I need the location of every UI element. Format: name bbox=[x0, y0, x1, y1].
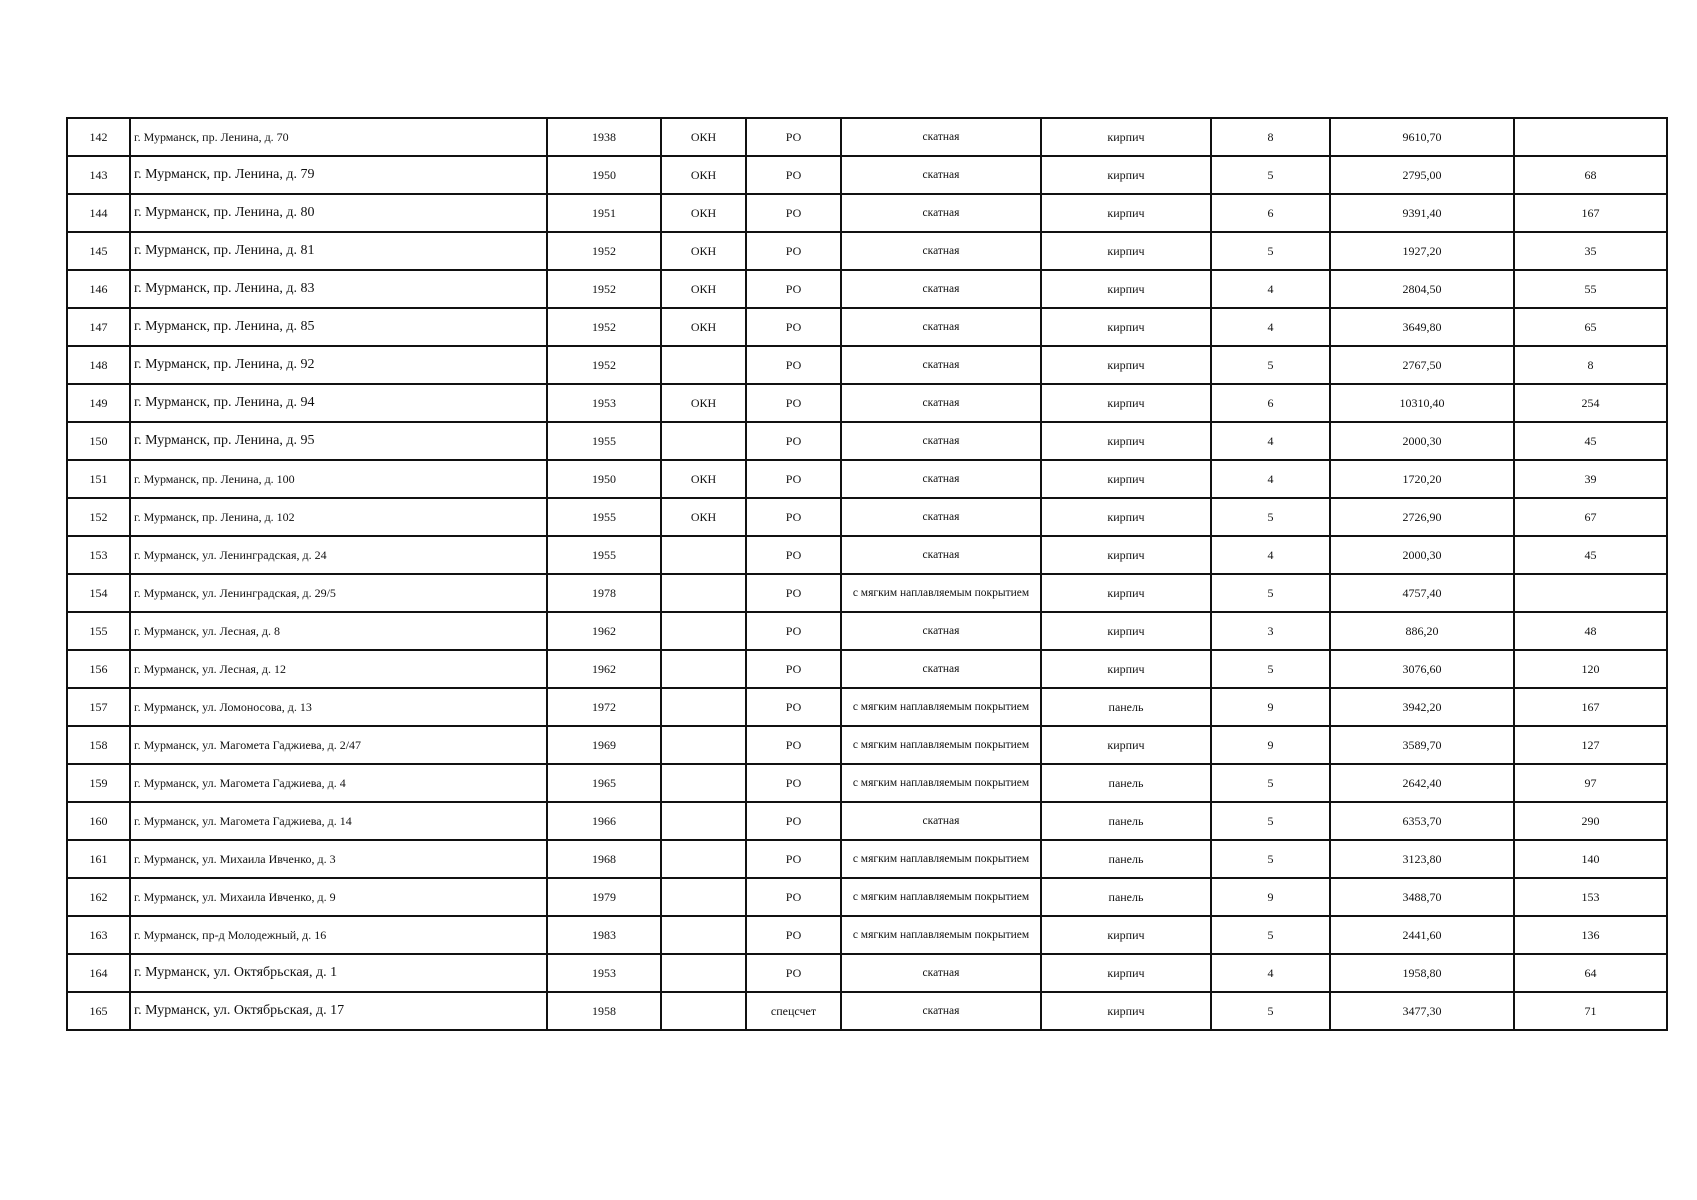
roof-type-cell: скатная bbox=[841, 498, 1041, 536]
table-row bbox=[67, 384, 1667, 422]
year-built-cell: 1966 bbox=[547, 802, 661, 840]
okn-status-cell bbox=[661, 422, 746, 460]
area-cell: 2642,40 bbox=[1330, 764, 1514, 802]
fund-type-cell: РО bbox=[746, 194, 841, 232]
area-cell: 4757,40 bbox=[1330, 574, 1514, 612]
floors-cell: 4 bbox=[1211, 954, 1330, 992]
wall-material-cell: кирпич bbox=[1041, 498, 1211, 536]
table-row bbox=[67, 612, 1667, 650]
area-cell: 2767,50 bbox=[1330, 346, 1514, 384]
year-built-cell: 1953 bbox=[547, 954, 661, 992]
row-number-cell: 163 bbox=[67, 916, 130, 954]
fund-type-cell: РО bbox=[746, 650, 841, 688]
okn-status-cell: ОКН bbox=[661, 384, 746, 422]
wall-material-cell: кирпич bbox=[1041, 346, 1211, 384]
fund-type-cell: РО bbox=[746, 916, 841, 954]
roof-type-cell: скатная bbox=[841, 536, 1041, 574]
roof-type-cell: скатная bbox=[841, 384, 1041, 422]
fund-type-cell: РО bbox=[746, 460, 841, 498]
okn-status-cell bbox=[661, 802, 746, 840]
year-built-cell: 1950 bbox=[547, 460, 661, 498]
area-cell: 1958,80 bbox=[1330, 954, 1514, 992]
roof-type-cell: скатная bbox=[841, 346, 1041, 384]
residents-cell: 140 bbox=[1514, 840, 1667, 878]
okn-status-cell: ОКН bbox=[661, 232, 746, 270]
year-built-cell: 1938 bbox=[547, 118, 661, 156]
table-row bbox=[67, 650, 1667, 688]
fund-type-cell: РО bbox=[746, 878, 841, 916]
roof-type-cell: скатная bbox=[841, 802, 1041, 840]
residents-cell: 71 bbox=[1514, 992, 1667, 1030]
year-built-cell: 1955 bbox=[547, 536, 661, 574]
residents-cell: 67 bbox=[1514, 498, 1667, 536]
floors-cell: 4 bbox=[1211, 422, 1330, 460]
address-cell: г. Мурманск, пр. Ленина, д. 100 bbox=[130, 460, 547, 498]
okn-status-cell bbox=[661, 840, 746, 878]
year-built-cell: 1950 bbox=[547, 156, 661, 194]
year-built-cell: 1968 bbox=[547, 840, 661, 878]
residents-cell: 64 bbox=[1514, 954, 1667, 992]
row-number-cell: 144 bbox=[67, 194, 130, 232]
roof-type-cell: скатная bbox=[841, 422, 1041, 460]
address-cell: г. Мурманск, пр. Ленина, д. 85 bbox=[130, 308, 547, 346]
floors-cell: 8 bbox=[1211, 118, 1330, 156]
row-number-cell: 158 bbox=[67, 726, 130, 764]
floors-cell: 6 bbox=[1211, 194, 1330, 232]
table-row bbox=[67, 878, 1667, 916]
roof-type-cell: с мягким наплавляемым покрытием bbox=[841, 916, 1041, 954]
address-cell: г. Мурманск, ул. Ломоносова, д. 13 bbox=[130, 688, 547, 726]
row-number-cell: 165 bbox=[67, 992, 130, 1030]
row-number-cell: 153 bbox=[67, 536, 130, 574]
wall-material-cell: кирпич bbox=[1041, 384, 1211, 422]
area-cell: 1720,20 bbox=[1330, 460, 1514, 498]
floors-cell: 9 bbox=[1211, 726, 1330, 764]
wall-material-cell: кирпич bbox=[1041, 650, 1211, 688]
residents-cell: 39 bbox=[1514, 460, 1667, 498]
address-cell: г. Мурманск, ул. Октябрьская, д. 1 bbox=[130, 954, 547, 992]
residents-cell: 45 bbox=[1514, 422, 1667, 460]
year-built-cell: 1962 bbox=[547, 650, 661, 688]
row-number-cell: 162 bbox=[67, 878, 130, 916]
wall-material-cell: кирпич bbox=[1041, 992, 1211, 1030]
wall-material-cell: панель bbox=[1041, 878, 1211, 916]
address-cell: г. Мурманск, пр. Ленина, д. 83 bbox=[130, 270, 547, 308]
floors-cell: 9 bbox=[1211, 688, 1330, 726]
area-cell: 1927,20 bbox=[1330, 232, 1514, 270]
okn-status-cell bbox=[661, 992, 746, 1030]
row-number-cell: 151 bbox=[67, 460, 130, 498]
row-number-cell: 154 bbox=[67, 574, 130, 612]
okn-status-cell bbox=[661, 764, 746, 802]
okn-status-cell: ОКН bbox=[661, 308, 746, 346]
row-number-cell: 156 bbox=[67, 650, 130, 688]
okn-status-cell: ОКН bbox=[661, 194, 746, 232]
table-row bbox=[67, 194, 1667, 232]
year-built-cell: 1978 bbox=[547, 574, 661, 612]
row-number-cell: 147 bbox=[67, 308, 130, 346]
okn-status-cell: ОКН bbox=[661, 118, 746, 156]
floors-cell: 4 bbox=[1211, 308, 1330, 346]
floors-cell: 4 bbox=[1211, 536, 1330, 574]
address-cell: г. Мурманск, пр. Ленина, д. 92 bbox=[130, 346, 547, 384]
wall-material-cell: кирпич bbox=[1041, 726, 1211, 764]
houses-table bbox=[66, 117, 1668, 1031]
wall-material-cell: кирпич bbox=[1041, 460, 1211, 498]
area-cell: 3076,60 bbox=[1330, 650, 1514, 688]
table-row bbox=[67, 118, 1667, 156]
address-cell: г. Мурманск, пр. Ленина, д. 79 bbox=[130, 156, 547, 194]
row-number-cell: 160 bbox=[67, 802, 130, 840]
area-cell: 2804,50 bbox=[1330, 270, 1514, 308]
year-built-cell: 1951 bbox=[547, 194, 661, 232]
floors-cell: 5 bbox=[1211, 992, 1330, 1030]
roof-type-cell: скатная bbox=[841, 650, 1041, 688]
residents-cell: 127 bbox=[1514, 726, 1667, 764]
fund-type-cell: РО bbox=[746, 764, 841, 802]
table-row bbox=[67, 574, 1667, 612]
okn-status-cell bbox=[661, 878, 746, 916]
roof-type-cell: скатная bbox=[841, 954, 1041, 992]
table-row bbox=[67, 992, 1667, 1030]
residents-cell: 120 bbox=[1514, 650, 1667, 688]
okn-status-cell bbox=[661, 954, 746, 992]
fund-type-cell: РО bbox=[746, 536, 841, 574]
area-cell: 2795,00 bbox=[1330, 156, 1514, 194]
wall-material-cell: кирпич bbox=[1041, 156, 1211, 194]
wall-material-cell: кирпич bbox=[1041, 308, 1211, 346]
wall-material-cell: кирпич bbox=[1041, 232, 1211, 270]
year-built-cell: 1983 bbox=[547, 916, 661, 954]
floors-cell: 5 bbox=[1211, 232, 1330, 270]
fund-type-cell: РО bbox=[746, 232, 841, 270]
year-built-cell: 1972 bbox=[547, 688, 661, 726]
fund-type-cell: РО bbox=[746, 308, 841, 346]
okn-status-cell: ОКН bbox=[661, 498, 746, 536]
fund-type-cell: РО bbox=[746, 840, 841, 878]
table-row bbox=[67, 916, 1667, 954]
area-cell: 886,20 bbox=[1330, 612, 1514, 650]
floors-cell: 5 bbox=[1211, 916, 1330, 954]
residents-cell: 55 bbox=[1514, 270, 1667, 308]
table-row bbox=[67, 802, 1667, 840]
year-built-cell: 1979 bbox=[547, 878, 661, 916]
address-cell: г. Мурманск, ул. Ленинградская, д. 24 bbox=[130, 536, 547, 574]
table-row bbox=[67, 536, 1667, 574]
fund-type-cell: РО bbox=[746, 688, 841, 726]
row-number-cell: 150 bbox=[67, 422, 130, 460]
table-row bbox=[67, 840, 1667, 878]
row-number-cell: 149 bbox=[67, 384, 130, 422]
table-body bbox=[67, 118, 1667, 1030]
floors-cell: 5 bbox=[1211, 802, 1330, 840]
table-row bbox=[67, 954, 1667, 992]
residents-cell: 167 bbox=[1514, 194, 1667, 232]
roof-type-cell: с мягким наплавляемым покрытием bbox=[841, 726, 1041, 764]
table-row bbox=[67, 688, 1667, 726]
wall-material-cell: панель bbox=[1041, 688, 1211, 726]
row-number-cell: 152 bbox=[67, 498, 130, 536]
roof-type-cell: с мягким наплавляемым покрытием bbox=[841, 840, 1041, 878]
address-cell: г. Мурманск, ул. Лесная, д. 8 bbox=[130, 612, 547, 650]
fund-type-cell: РО bbox=[746, 954, 841, 992]
residents-cell: 8 bbox=[1514, 346, 1667, 384]
area-cell: 10310,40 bbox=[1330, 384, 1514, 422]
wall-material-cell: кирпич bbox=[1041, 574, 1211, 612]
table-row bbox=[67, 270, 1667, 308]
floors-cell: 4 bbox=[1211, 270, 1330, 308]
roof-type-cell: скатная bbox=[841, 156, 1041, 194]
year-built-cell: 1952 bbox=[547, 232, 661, 270]
table-row bbox=[67, 460, 1667, 498]
row-number-cell: 148 bbox=[67, 346, 130, 384]
residents-cell: 65 bbox=[1514, 308, 1667, 346]
year-built-cell: 1965 bbox=[547, 764, 661, 802]
year-built-cell: 1962 bbox=[547, 612, 661, 650]
address-cell: г. Мурманск, ул. Ленинградская, д. 29/5 bbox=[130, 574, 547, 612]
address-cell: г. Мурманск, пр. Ленина, д. 80 bbox=[130, 194, 547, 232]
fund-type-cell: РО bbox=[746, 384, 841, 422]
table-row bbox=[67, 764, 1667, 802]
fund-type-cell: РО bbox=[746, 346, 841, 384]
address-cell: г. Мурманск, ул. Магомета Гаджиева, д. 14 bbox=[130, 802, 547, 840]
address-cell: г. Мурманск, ул. Михаила Ивченко, д. 9 bbox=[130, 878, 547, 916]
wall-material-cell: кирпич bbox=[1041, 612, 1211, 650]
residents-cell: 97 bbox=[1514, 764, 1667, 802]
roof-type-cell: с мягким наплавляемым покрытием bbox=[841, 878, 1041, 916]
fund-type-cell: РО bbox=[746, 574, 841, 612]
roof-type-cell: скатная bbox=[841, 992, 1041, 1030]
fund-type-cell: РО bbox=[746, 726, 841, 764]
wall-material-cell: кирпич bbox=[1041, 270, 1211, 308]
area-cell: 2441,60 bbox=[1330, 916, 1514, 954]
table-row bbox=[67, 498, 1667, 536]
residents-cell: 45 bbox=[1514, 536, 1667, 574]
roof-type-cell: с мягким наплавляемым покрытием bbox=[841, 574, 1041, 612]
residents-cell: 35 bbox=[1514, 232, 1667, 270]
roof-type-cell: с мягким наплавляемым покрытием bbox=[841, 688, 1041, 726]
area-cell: 9610,70 bbox=[1330, 118, 1514, 156]
area-cell: 6353,70 bbox=[1330, 802, 1514, 840]
fund-type-cell: РО bbox=[746, 118, 841, 156]
table-row bbox=[67, 726, 1667, 764]
address-cell: г. Мурманск, пр. Ленина, д. 102 bbox=[130, 498, 547, 536]
okn-status-cell: ОКН bbox=[661, 270, 746, 308]
okn-status-cell bbox=[661, 916, 746, 954]
row-number-cell: 145 bbox=[67, 232, 130, 270]
table-row bbox=[67, 346, 1667, 384]
okn-status-cell bbox=[661, 726, 746, 764]
wall-material-cell: кирпич bbox=[1041, 536, 1211, 574]
address-cell: г. Мурманск, ул. Лесная, д. 12 bbox=[130, 650, 547, 688]
floors-cell: 5 bbox=[1211, 498, 1330, 536]
floors-cell: 5 bbox=[1211, 156, 1330, 194]
row-number-cell: 143 bbox=[67, 156, 130, 194]
document-page bbox=[66, 117, 1666, 1031]
row-number-cell: 155 bbox=[67, 612, 130, 650]
fund-type-cell: РО bbox=[746, 270, 841, 308]
floors-cell: 5 bbox=[1211, 574, 1330, 612]
year-built-cell: 1955 bbox=[547, 422, 661, 460]
year-built-cell: 1969 bbox=[547, 726, 661, 764]
okn-status-cell bbox=[661, 574, 746, 612]
okn-status-cell: ОКН bbox=[661, 156, 746, 194]
year-built-cell: 1955 bbox=[547, 498, 661, 536]
wall-material-cell: кирпич bbox=[1041, 118, 1211, 156]
roof-type-cell: скатная bbox=[841, 612, 1041, 650]
area-cell: 3649,80 bbox=[1330, 308, 1514, 346]
okn-status-cell bbox=[661, 688, 746, 726]
table-row bbox=[67, 156, 1667, 194]
address-cell: г. Мурманск, ул. Магомета Гаджиева, д. 2/47 bbox=[130, 726, 547, 764]
area-cell: 3488,70 bbox=[1330, 878, 1514, 916]
address-cell: г. Мурманск, ул. Октябрьская, д. 17 bbox=[130, 992, 547, 1030]
table-row bbox=[67, 308, 1667, 346]
floors-cell: 5 bbox=[1211, 650, 1330, 688]
wall-material-cell: кирпич bbox=[1041, 422, 1211, 460]
fund-type-cell: РО bbox=[746, 156, 841, 194]
fund-type-cell: РО bbox=[746, 802, 841, 840]
row-number-cell: 146 bbox=[67, 270, 130, 308]
address-cell: г. Мурманск, пр. Ленина, д. 81 bbox=[130, 232, 547, 270]
floors-cell: 3 bbox=[1211, 612, 1330, 650]
okn-status-cell bbox=[661, 612, 746, 650]
roof-type-cell: скатная bbox=[841, 194, 1041, 232]
okn-status-cell bbox=[661, 650, 746, 688]
roof-type-cell: скатная bbox=[841, 460, 1041, 498]
floors-cell: 5 bbox=[1211, 346, 1330, 384]
wall-material-cell: кирпич bbox=[1041, 916, 1211, 954]
wall-material-cell: панель bbox=[1041, 764, 1211, 802]
residents-cell: 290 bbox=[1514, 802, 1667, 840]
row-number-cell: 164 bbox=[67, 954, 130, 992]
row-number-cell: 142 bbox=[67, 118, 130, 156]
okn-status-cell bbox=[661, 536, 746, 574]
table-row bbox=[67, 422, 1667, 460]
year-built-cell: 1952 bbox=[547, 270, 661, 308]
roof-type-cell: скатная bbox=[841, 118, 1041, 156]
address-cell: г. Мурманск, ул. Михаила Ивченко, д. 3 bbox=[130, 840, 547, 878]
floors-cell: 9 bbox=[1211, 878, 1330, 916]
floors-cell: 6 bbox=[1211, 384, 1330, 422]
roof-type-cell: скатная bbox=[841, 232, 1041, 270]
residents-cell: 254 bbox=[1514, 384, 1667, 422]
fund-type-cell: спецсчет bbox=[746, 992, 841, 1030]
wall-material-cell: кирпич bbox=[1041, 954, 1211, 992]
table-row bbox=[67, 232, 1667, 270]
okn-status-cell: ОКН bbox=[661, 460, 746, 498]
address-cell: г. Мурманск, пр. Ленина, д. 94 bbox=[130, 384, 547, 422]
row-number-cell: 159 bbox=[67, 764, 130, 802]
fund-type-cell: РО bbox=[746, 498, 841, 536]
year-built-cell: 1952 bbox=[547, 346, 661, 384]
row-number-cell: 161 bbox=[67, 840, 130, 878]
residents-cell: 136 bbox=[1514, 916, 1667, 954]
fund-type-cell: РО bbox=[746, 422, 841, 460]
area-cell: 2000,30 bbox=[1330, 536, 1514, 574]
roof-type-cell: скатная bbox=[841, 308, 1041, 346]
wall-material-cell: кирпич bbox=[1041, 194, 1211, 232]
wall-material-cell: панель bbox=[1041, 840, 1211, 878]
okn-status-cell bbox=[661, 346, 746, 384]
residents-cell: 68 bbox=[1514, 156, 1667, 194]
area-cell: 3589,70 bbox=[1330, 726, 1514, 764]
residents-cell: 167 bbox=[1514, 688, 1667, 726]
residents-cell: 153 bbox=[1514, 878, 1667, 916]
roof-type-cell: скатная bbox=[841, 270, 1041, 308]
fund-type-cell: РО bbox=[746, 612, 841, 650]
area-cell: 3477,30 bbox=[1330, 992, 1514, 1030]
area-cell: 9391,40 bbox=[1330, 194, 1514, 232]
area-cell: 2726,90 bbox=[1330, 498, 1514, 536]
address-cell: г. Мурманск, пр. Ленина, д. 95 bbox=[130, 422, 547, 460]
year-built-cell: 1958 bbox=[547, 992, 661, 1030]
floors-cell: 4 bbox=[1211, 460, 1330, 498]
roof-type-cell: с мягким наплавляемым покрытием bbox=[841, 764, 1041, 802]
residents-cell bbox=[1514, 118, 1667, 156]
area-cell: 3942,20 bbox=[1330, 688, 1514, 726]
wall-material-cell: панель bbox=[1041, 802, 1211, 840]
residents-cell: 48 bbox=[1514, 612, 1667, 650]
year-built-cell: 1952 bbox=[547, 308, 661, 346]
address-cell: г. Мурманск, пр-д Молодежный, д. 16 bbox=[130, 916, 547, 954]
area-cell: 2000,30 bbox=[1330, 422, 1514, 460]
area-cell: 3123,80 bbox=[1330, 840, 1514, 878]
address-cell: г. Мурманск, ул. Магомета Гаджиева, д. 4 bbox=[130, 764, 547, 802]
address-cell: г. Мурманск, пр. Ленина, д. 70 bbox=[130, 118, 547, 156]
row-number-cell: 157 bbox=[67, 688, 130, 726]
year-built-cell: 1953 bbox=[547, 384, 661, 422]
floors-cell: 5 bbox=[1211, 764, 1330, 802]
floors-cell: 5 bbox=[1211, 840, 1330, 878]
residents-cell bbox=[1514, 574, 1667, 612]
